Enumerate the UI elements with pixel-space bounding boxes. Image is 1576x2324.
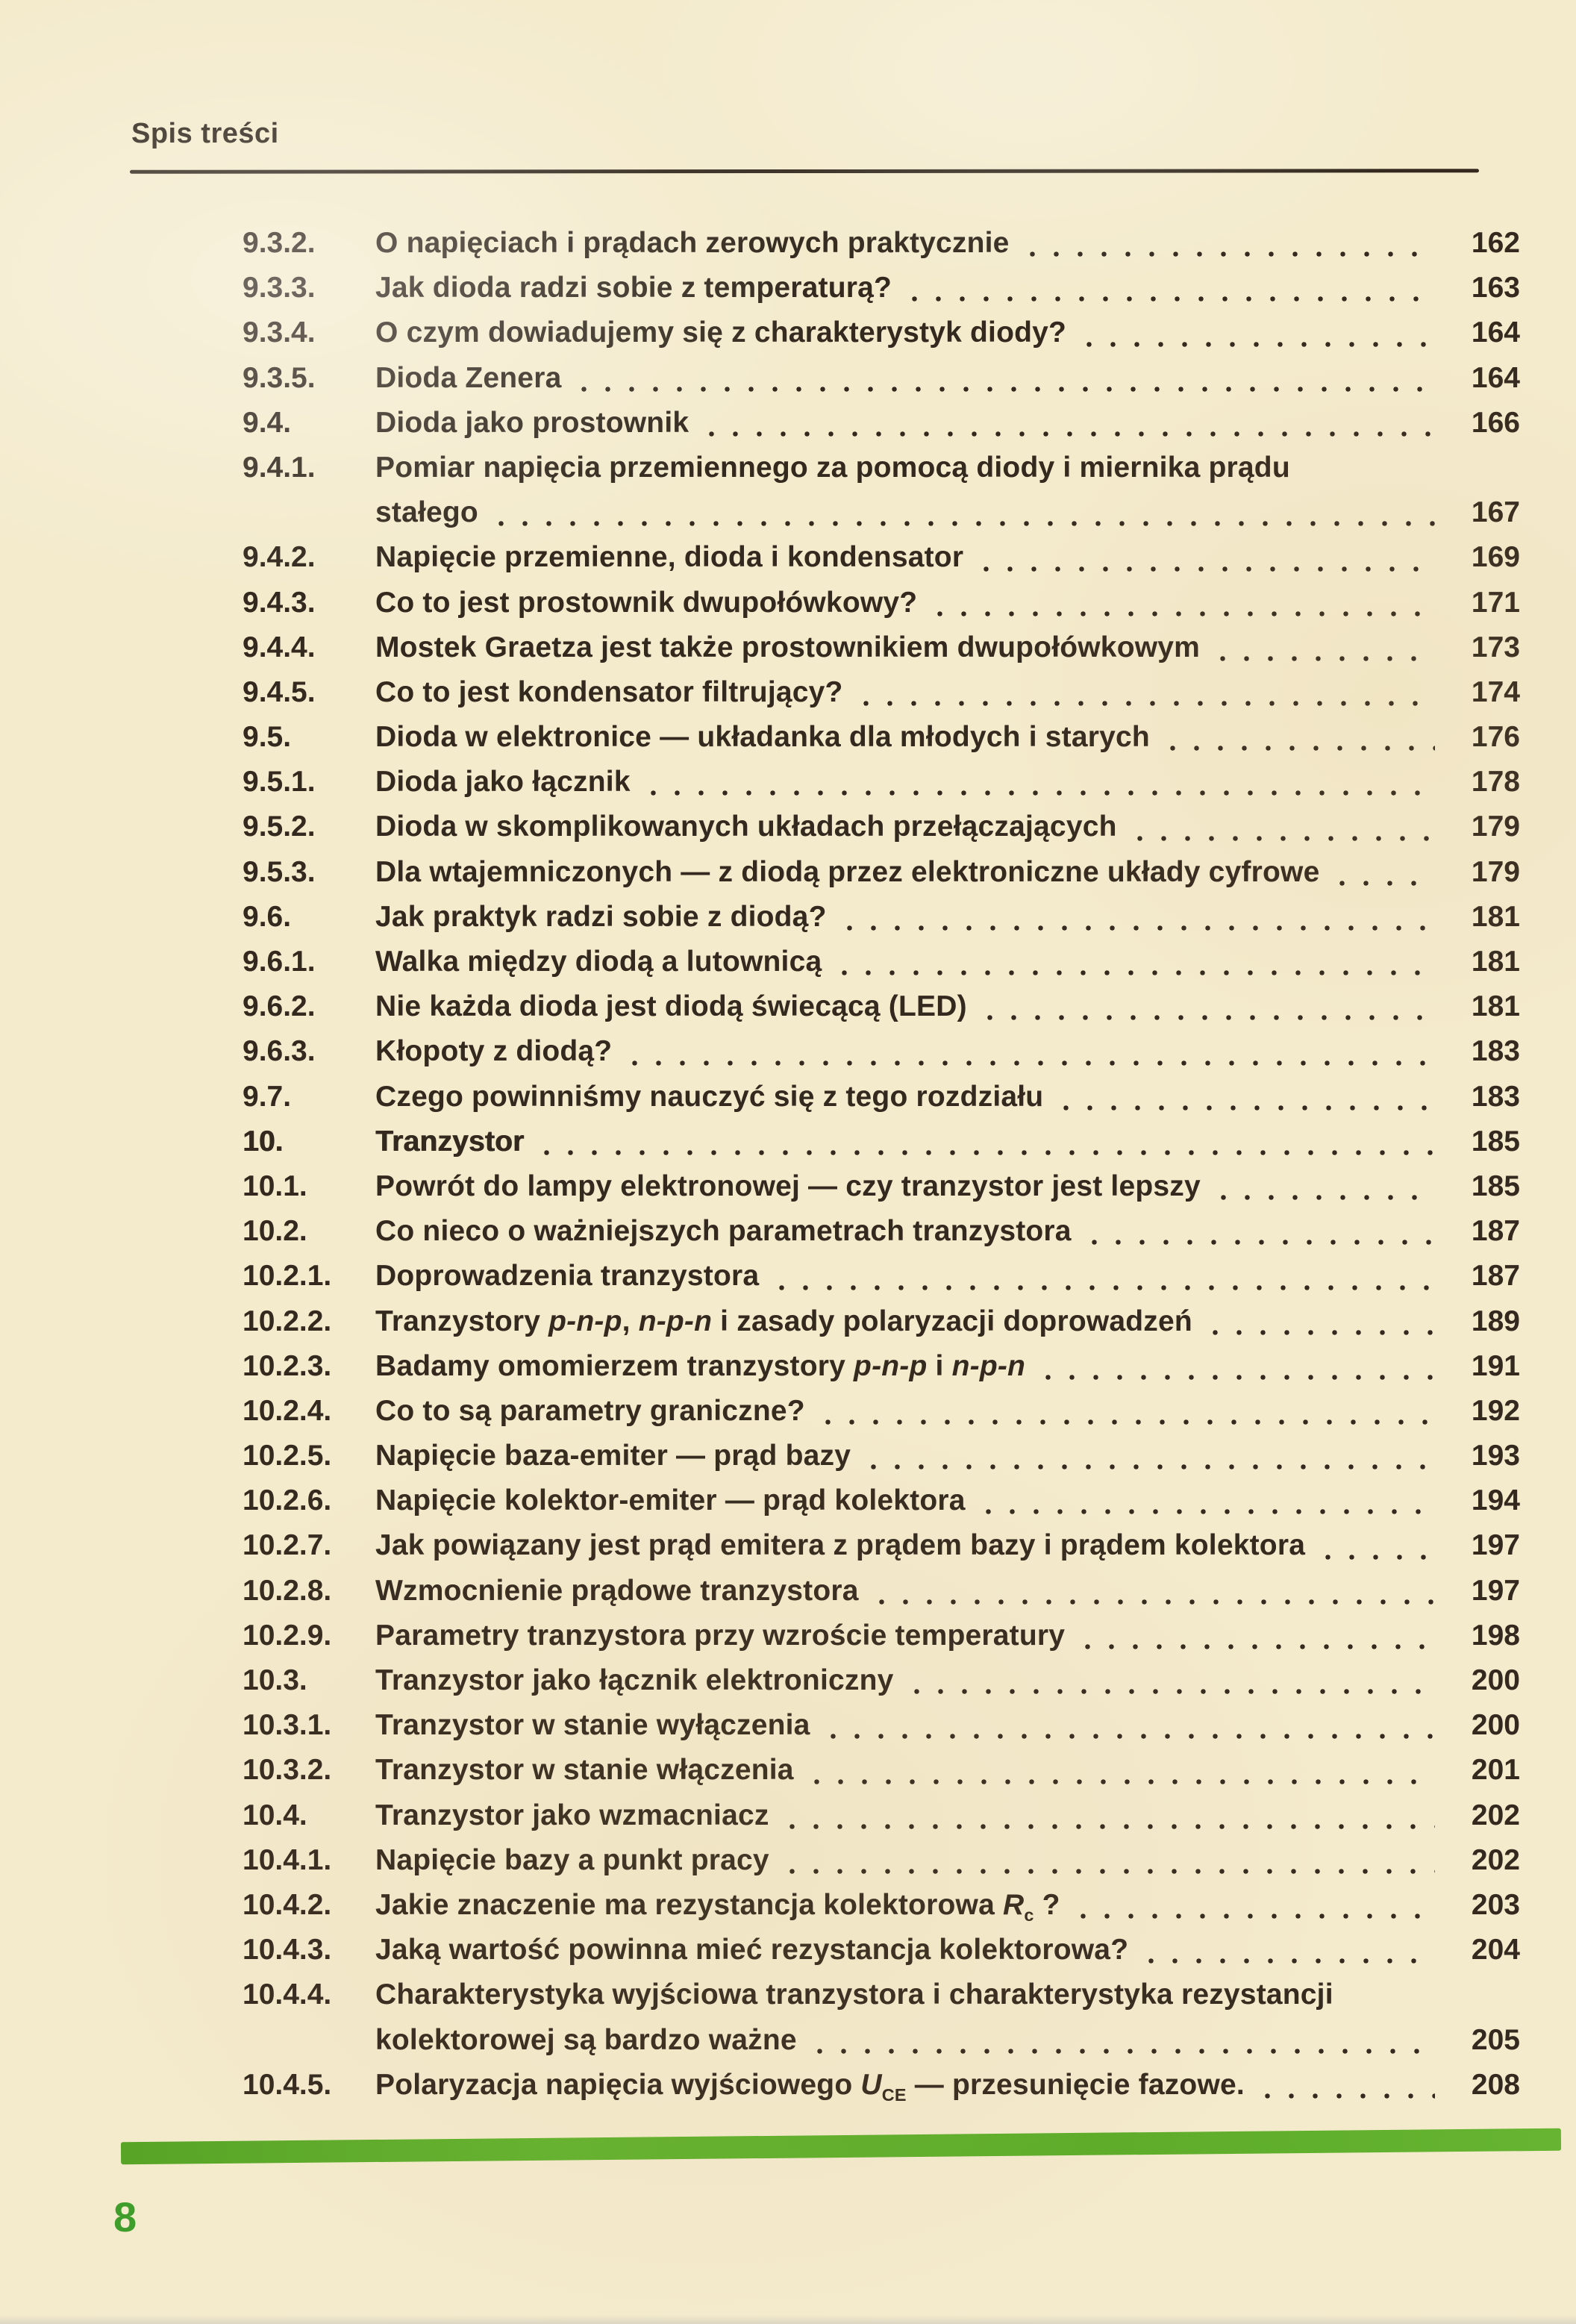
toc-entry-number: 9.4.5.	[243, 675, 316, 708]
dot-leader	[789, 1868, 1435, 1875]
dot-leader	[498, 520, 1435, 527]
toc-entry-title: Dioda w skomplikowanych układach przełączających	[375, 810, 1117, 843]
dot-leader	[986, 1014, 1435, 1021]
dot-leader	[841, 969, 1435, 976]
toc-entry-title: Kłopoty z diodą?	[375, 1035, 613, 1068]
toc-row	[243, 356, 1520, 401]
toc-entry-title: Jakie znaczenie ma rezystancja kolektorowa $R_c$ ?	[375, 1888, 1060, 1925]
toc-entry-title: Badamy omomierzem tranzystory p-n-p i n-p-n	[375, 1349, 1026, 1382]
toc-entry-page: 197	[1471, 1529, 1520, 1562]
dot-leader	[830, 1733, 1435, 1740]
toc-entry-page: 192	[1471, 1394, 1520, 1427]
toc-row	[243, 1478, 1520, 1523]
toc-entry-number: 9.4.1.	[243, 451, 316, 484]
toc-entry-title: Jak praktyk radzi sobie z diodą?	[375, 900, 827, 933]
toc-row	[243, 1703, 1520, 1748]
toc-row	[243, 895, 1520, 940]
toc-entry-page: 202	[1471, 1799, 1520, 1831]
dot-leader	[911, 296, 1435, 302]
toc-row	[243, 490, 1520, 535]
toc-entry-title: Tranzystor	[375, 1125, 525, 1158]
toc-entry-number: 10.1.	[243, 1169, 307, 1202]
toc-entry-title: Napięcie przemienne, dioda i kondensator	[375, 541, 964, 574]
toc-entry-number: 9.6.	[243, 900, 292, 933]
toc-entry-number: 10.3.	[243, 1664, 307, 1696]
toc-entry-title: Co nieco o ważniejszych parametrach tranzystora	[375, 1215, 1072, 1248]
dot-leader	[789, 1823, 1435, 1830]
toc-row	[243, 760, 1520, 805]
toc-entry-number: 9.5.3.	[243, 855, 316, 888]
toc-row	[243, 940, 1520, 984]
toc-entry-title: Pomiar napięcia przemiennego za pomocą diody i miernika prądu	[375, 451, 1290, 484]
toc-entry-title: Co to jest prostownik dwupołówkowy?	[375, 586, 918, 619]
toc-row	[243, 2063, 1520, 2108]
toc-entry-number: 10.2.6.	[243, 1484, 332, 1517]
dot-leader	[825, 1419, 1435, 1425]
toc-row	[243, 221, 1520, 266]
toc-entry-title: Walka między diodą a lutownicą	[375, 946, 822, 978]
dot-leader	[1325, 1554, 1435, 1561]
toc-entry-title: Napięcie kolektor-emiter — prąd kolektora	[375, 1484, 966, 1517]
toc-entry-page: 179	[1471, 855, 1520, 888]
toc-entry-number: 10.4.5.	[243, 2068, 332, 2101]
toc-entry-number: 9.4.4.	[243, 631, 316, 663]
toc-entry-page: 169	[1471, 541, 1520, 574]
toc-entry-title: Dioda jako łącznik	[375, 766, 631, 799]
toc-entry-page: 198	[1471, 1619, 1520, 1652]
toc-entry-number: 10.4.3.	[243, 1934, 332, 1967]
toc-entry-title: Napięcie baza-emiter — prąd bazy	[375, 1440, 851, 1472]
toc-row	[243, 1569, 1520, 1614]
toc-entry-page: 181	[1471, 990, 1520, 1023]
dot-leader	[813, 1778, 1435, 1785]
dot-leader	[1091, 1239, 1435, 1246]
toc-entry-title: Co to jest kondensator filtrujący?	[375, 675, 843, 708]
toc-row	[243, 1344, 1520, 1389]
toc-entry-number: 10.2.3.	[243, 1349, 332, 1382]
toc-entry-page: 171	[1471, 586, 1520, 619]
scan-edge	[0, 2315, 1576, 2324]
toc-entry-page: 191	[1471, 1349, 1520, 1382]
toc-row	[243, 1029, 1520, 1074]
toc-entry-title: Doprowadzenia tranzystora	[375, 1260, 760, 1293]
toc-entry-title: Polaryzacja napięcia wyjściowego $U_{CE}$ — przesunięcie fazowe.	[375, 2068, 1245, 2105]
dot-leader	[543, 1149, 1435, 1156]
dot-leader	[1029, 251, 1435, 257]
toc-entry-number: 10.4.2.	[243, 1888, 332, 1921]
dot-leader	[846, 925, 1435, 931]
toc-entry-title: Jak dioda radzi sobie z temperaturą?	[375, 272, 892, 304]
toc-entry-title: Tranzystor w stanie wyłączenia	[375, 1709, 810, 1742]
toc-entry-number: 10.2.8.	[243, 1574, 332, 1607]
toc-entry-number: 10.4.1.	[243, 1843, 332, 1876]
toc-entry-number: 10.	[243, 1125, 284, 1158]
toc-entry-number: 9.5.2.	[243, 810, 316, 843]
toc-entry-page: 187	[1471, 1215, 1520, 1248]
toc-row	[243, 1164, 1520, 1209]
toc-row	[243, 1928, 1520, 1972]
toc-row	[243, 670, 1520, 715]
toc-entry-number: 9.3.4.	[243, 316, 316, 349]
toc-entry-title: Tranzystory p-n-p, n-p-n i zasady polaryzacji doprowadzeń	[375, 1305, 1192, 1337]
toc-entry-number: 10.2.1.	[243, 1260, 332, 1293]
toc-entry-number: 10.4.4.	[243, 1978, 332, 2011]
toc-entry-number: 9.3.2.	[243, 227, 316, 259]
toc-row	[243, 1119, 1520, 1164]
toc-row	[243, 715, 1520, 760]
dot-leader	[1169, 745, 1435, 752]
toc-entry-title: Dioda jako prostownik	[375, 406, 690, 439]
dot-leader	[1084, 1643, 1435, 1650]
toc-row	[243, 1838, 1520, 1883]
toc-entry-title: Co to są parametry graniczne?	[375, 1394, 805, 1427]
dot-leader	[1136, 835, 1435, 842]
dot-leader	[985, 1508, 1435, 1515]
toc-row	[243, 1299, 1520, 1344]
dot-leader	[1264, 2093, 1435, 2099]
toc-row	[243, 535, 1520, 580]
dot-leader	[1080, 1913, 1435, 1920]
toc-entry-title: Dioda Zenera	[375, 361, 562, 394]
toc-entry-page: 203	[1471, 1888, 1520, 1921]
toc-entry-number: 10.2.7.	[243, 1529, 332, 1562]
dot-leader	[650, 790, 1435, 796]
toc-entry-page: 185	[1471, 1169, 1520, 1202]
toc-row	[243, 1434, 1520, 1478]
toc-entry-page: 181	[1471, 946, 1520, 978]
toc-entry-page: 163	[1471, 272, 1520, 304]
toc-row	[243, 2018, 1520, 2063]
toc-entry-page: 176	[1471, 721, 1520, 754]
toc-entry-page: 179	[1471, 810, 1520, 843]
toc-entry-number: 10.4.	[243, 1799, 307, 1831]
toc-row	[243, 446, 1520, 490]
toc-entry-title: Nie każda dioda jest diodą świecącą (LED)	[375, 990, 967, 1023]
dot-leader	[631, 1060, 1435, 1066]
toc-entry-number: 9.6.2.	[243, 990, 316, 1023]
toc-row	[243, 581, 1520, 625]
toc-entry-page: 164	[1471, 316, 1520, 349]
toc-entry-page: 162	[1471, 227, 1520, 259]
toc-entry-title: Tranzystor jako łącznik elektroniczny	[375, 1664, 894, 1696]
toc-entry-title: O czym dowiadujemy się z charakterystyk diody?	[375, 316, 1067, 349]
toc-entry-page: 164	[1471, 361, 1520, 394]
dot-leader	[1339, 880, 1435, 887]
toc-entry-number: 9.6.1.	[243, 946, 316, 978]
toc-row	[243, 984, 1520, 1029]
toc-entry-title: Dla wtajemniczonych — z diodą przez elektroniczne układy cyfrowe	[375, 855, 1320, 888]
toc-row	[243, 1523, 1520, 1568]
toc-entry-number: 9.6.3.	[243, 1035, 316, 1068]
dot-leader	[1148, 1958, 1435, 1964]
toc-row	[243, 1793, 1520, 1838]
dot-leader	[778, 1284, 1435, 1291]
toc-entry-title: Tranzystor jako wzmacniacz	[375, 1799, 769, 1831]
toc-entry-page: 166	[1471, 406, 1520, 439]
toc-row	[243, 1748, 1520, 1793]
toc-entry-title: Napięcie bazy a punkt pracy	[375, 1843, 769, 1876]
toc-entry-page: 167	[1471, 496, 1520, 529]
toc-row	[243, 850, 1520, 895]
dot-leader	[1086, 341, 1435, 348]
toc-entry-number: 9.5.1.	[243, 766, 316, 799]
toc-row	[243, 401, 1520, 446]
toc-entry-number: 10.2.	[243, 1215, 307, 1248]
dot-leader	[816, 2048, 1435, 2055]
toc-row	[243, 1883, 1520, 1928]
toc-row	[243, 805, 1520, 849]
toc-entry-page: 208	[1471, 2068, 1520, 2101]
toc-entry-page: 197	[1471, 1574, 1520, 1607]
dot-leader	[983, 566, 1435, 572]
dot-leader	[936, 610, 1435, 617]
dot-leader	[913, 1688, 1436, 1695]
toc-entry-number: 9.4.	[243, 406, 292, 439]
toc-entry-number: 10.2.9.	[243, 1619, 332, 1652]
toc-entry-title: Jaką wartość powinna mieć rezystancja kolektorowa?	[375, 1934, 1129, 1967]
footer-accent-bar	[121, 2128, 1561, 2165]
toc-entry-page: 187	[1471, 1260, 1520, 1293]
toc-entry-title: stałego	[375, 496, 478, 529]
dot-leader	[1212, 1329, 1435, 1336]
header-rule	[130, 169, 1479, 174]
toc-entry-page: 194	[1471, 1484, 1520, 1517]
toc-entry-page: 183	[1471, 1080, 1520, 1113]
toc-entry-page: 200	[1471, 1709, 1520, 1742]
toc-entry-number: 10.3.2.	[243, 1754, 332, 1787]
dot-leader	[708, 431, 1435, 437]
toc-entry-page: 185	[1471, 1125, 1520, 1158]
toc-entry-title: Dioda w elektronice — układanka dla młodych i starych	[375, 721, 1150, 754]
dot-leader	[1063, 1105, 1435, 1111]
toc-entry-title: Czego powinniśmy nauczyć się z tego rozdziału	[375, 1080, 1044, 1113]
toc-entry-title: Wzmocnienie prądowe tranzystora	[375, 1574, 859, 1607]
toc-row	[243, 310, 1520, 355]
toc-entry-title: Tranzystor w stanie włączenia	[375, 1754, 794, 1787]
toc-entry-number: 9.4.2.	[243, 541, 316, 574]
toc-entry-page: 173	[1471, 631, 1520, 663]
toc-entry-number: 10.2.2.	[243, 1305, 332, 1337]
toc-entry-title: Mostek Graetza jest także prostownikiem dwupołówkowym	[375, 631, 1201, 663]
page-number: 8	[113, 2193, 137, 2240]
toc-row	[243, 1254, 1520, 1299]
toc-entry-page: 183	[1471, 1035, 1520, 1068]
toc-entry-title: Charakterystyka wyjściowa tranzystora i charakterystyka rezystancji	[375, 1978, 1333, 2011]
toc-row	[243, 1389, 1520, 1434]
toc-entry-number: 9.3.3.	[243, 272, 316, 304]
toc-row	[243, 1658, 1520, 1703]
toc-row	[243, 1614, 1520, 1658]
toc-row	[243, 1209, 1520, 1254]
toc-entry-title: Powrót do lampy elektronowej — czy tranzystor jest lepszy	[375, 1169, 1201, 1202]
toc-entry-number: 10.2.4.	[243, 1394, 332, 1427]
dot-leader	[878, 1599, 1435, 1605]
dot-leader	[1219, 655, 1435, 662]
toc-list	[243, 221, 1520, 2108]
dot-leader	[870, 1464, 1435, 1470]
toc-entry-number: 10.3.1.	[243, 1709, 332, 1742]
toc-entry-page: 200	[1471, 1664, 1520, 1696]
toc-entry-title: kolektorowej są bardzo ważne	[375, 2023, 797, 2056]
toc-row	[243, 625, 1520, 670]
toc-entry-page: 201	[1471, 1754, 1520, 1787]
toc-row	[243, 1075, 1520, 1119]
dot-leader	[581, 386, 1435, 393]
page-title: Spis treści	[131, 118, 279, 149]
toc-entry-page: 174	[1471, 675, 1520, 708]
toc-entry-number: 9.7.	[243, 1080, 292, 1113]
toc-entry-page: 204	[1471, 1934, 1520, 1967]
toc-row	[243, 1972, 1520, 2017]
toc-entry-page: 189	[1471, 1305, 1520, 1337]
toc-entry-title: Jak powiązany jest prąd emitera z prądem bazy i prądem kolektora	[375, 1529, 1306, 1562]
toc-entry-page: 181	[1471, 900, 1520, 933]
dot-leader	[1220, 1194, 1435, 1201]
toc-entry-number: 9.4.3.	[243, 586, 316, 619]
toc-entry-title: O napięciach i prądach zerowych praktycznie	[375, 227, 1010, 259]
toc-entry-number: 9.3.5.	[243, 361, 316, 394]
toc-entry-page: 178	[1471, 766, 1520, 799]
toc-entry-number: 9.5.	[243, 721, 292, 754]
toc-entry-title: Parametry tranzystora przy wzroście temperatury	[375, 1619, 1066, 1652]
dot-leader	[863, 700, 1435, 707]
toc-entry-page: 205	[1471, 2023, 1520, 2056]
toc-entry-page: 193	[1471, 1440, 1520, 1472]
toc-row	[243, 266, 1520, 310]
toc-entry-number: 10.2.5.	[243, 1440, 332, 1472]
toc-entry-page: 202	[1471, 1843, 1520, 1876]
dot-leader	[1045, 1374, 1435, 1381]
